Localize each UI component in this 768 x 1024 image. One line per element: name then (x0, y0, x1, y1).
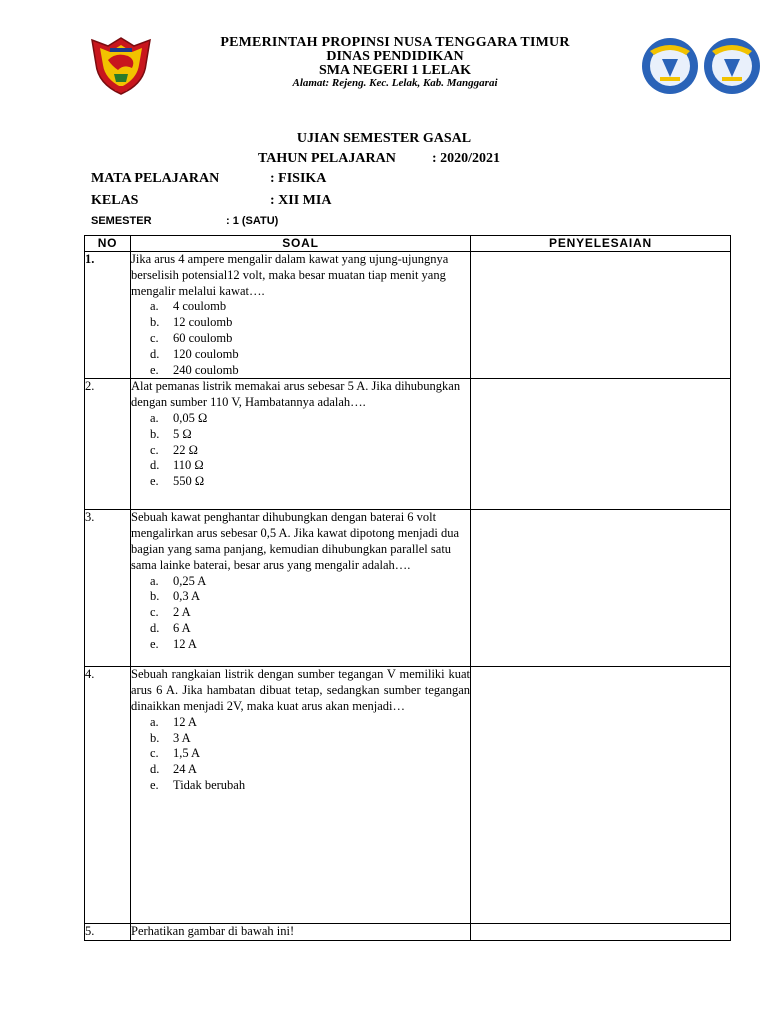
option-item (150, 347, 470, 363)
header-soal: SOAL (131, 236, 471, 252)
option-text: 0,25 A (173, 573, 207, 588)
question-text: Alat pemanas listrik memakai arus sebesar 5 A. Jika dihubungkan dengan sumber 110 V, Hambatannya adalah…. (131, 379, 461, 410)
header-line-1: PEMERINTAH PROPINSI NUSA TENGGARA TIMUR (220, 35, 570, 50)
header-line-2: DINAS PENDIDIKAN (326, 49, 464, 64)
answer-cell[interactable] (471, 667, 731, 924)
question-text: Perhatikan gambar di bawah ini! (131, 924, 295, 939)
option-letter: e. (150, 474, 159, 489)
header-line-3: SMA NEGERI 1 LELAK (318, 63, 472, 78)
option-item (150, 363, 470, 379)
option-item (150, 574, 470, 590)
option-letter: a. (150, 410, 159, 425)
option-list (131, 715, 470, 794)
option-letter: b. (150, 730, 160, 745)
year-value: : 2020/2021 (432, 151, 501, 166)
option-text: 5 Ω (173, 426, 192, 441)
option-item (150, 605, 470, 621)
option-item (150, 621, 470, 637)
table-row (85, 379, 731, 510)
question-number: 3. (85, 510, 131, 667)
option-item (150, 299, 470, 315)
option-text: 12 coulomb (173, 315, 233, 330)
option-letter: d. (150, 620, 160, 635)
class-label: KELAS (91, 193, 139, 208)
option-list (131, 299, 470, 378)
question-table (84, 235, 731, 941)
option-item (150, 762, 470, 778)
question-text: Sebuah rangkaian listrik dengan sumber tegangan V memiliki kuat arus 6 A. Jika hambatan dibuat tetap, sedangkan sumber tegangan dinaikkan menjadi 2V, maka kuat arus akan menjadi… (131, 667, 470, 713)
question-cell (131, 924, 471, 941)
option-letter: d. (150, 762, 160, 777)
option-list (131, 411, 470, 490)
option-item (150, 589, 470, 605)
year-label: TAHUN PELAJARAN (258, 151, 396, 166)
option-item (150, 715, 470, 731)
exam-title: UJIAN SEMESTER GASAL (296, 131, 472, 146)
answer-cell[interactable] (471, 924, 731, 941)
option-item (150, 778, 470, 794)
option-text: 4 coulomb (173, 299, 227, 314)
option-letter: e. (150, 362, 159, 377)
option-list (131, 574, 470, 653)
option-item (150, 746, 470, 762)
option-letter: c. (150, 330, 159, 345)
answer-cell[interactable] (471, 379, 731, 510)
option-letter: d. (150, 346, 160, 361)
option-item (150, 411, 470, 427)
answer-cell[interactable] (471, 510, 731, 667)
option-text: 110 Ω (173, 458, 204, 473)
option-item (150, 731, 470, 747)
question-cell (131, 379, 471, 510)
header-penyelesaian: PENYELESAIAN (471, 236, 731, 252)
option-text: 0,05 Ω (173, 410, 208, 425)
option-letter: b. (150, 315, 160, 330)
semester-value: : 1 (SATU) (226, 215, 279, 227)
question-number: 2. (85, 379, 131, 510)
option-item (150, 474, 470, 490)
option-item (150, 427, 470, 443)
option-text: 240 coulomb (173, 362, 239, 377)
option-letter: c. (150, 442, 159, 457)
option-text: Tidak berubah (173, 777, 246, 792)
option-letter: e. (150, 636, 159, 651)
option-text: 12 A (173, 714, 197, 729)
option-text: 1,5 A (173, 746, 201, 761)
option-text: 3 A (173, 730, 191, 745)
option-letter: c. (150, 605, 159, 620)
option-letter: c. (150, 746, 159, 761)
table-row (85, 252, 731, 379)
option-letter: b. (150, 589, 160, 604)
option-letter: e. (150, 777, 159, 792)
tut-wuri-handayani-logos-icon (638, 37, 766, 95)
option-item (150, 458, 470, 474)
option-text: 0,3 A (173, 589, 201, 604)
provincial-emblem-icon (88, 34, 154, 96)
option-item (150, 637, 470, 653)
table-row (85, 510, 731, 667)
option-text: 24 A (173, 762, 197, 777)
header-address: Alamat: Rejeng. Kec. Lelak, Kab. Manggarai (292, 77, 498, 89)
option-item (150, 331, 470, 347)
option-item (150, 315, 470, 331)
question-number: 1. (85, 252, 131, 379)
option-text: 2 A (173, 605, 191, 620)
question-text: Sebuah kawat penghantar dihubungkan dengan baterai 6 volt mengalirkan arus sebesar 0,5 A. Jika kawat dipotong menjadi dua bagian yang sama panjang, kemudian dihubungkan parallel satu sama lainke baterai, besar arus yang mengalir adalah…. (131, 510, 460, 572)
question-cell (131, 510, 471, 667)
option-text: 550 Ω (173, 474, 205, 489)
option-letter: b. (150, 426, 160, 441)
option-letter: a. (150, 714, 159, 729)
subject-label: MATA PELAJARAN (91, 171, 220, 186)
subject-value: : FISIKA (270, 171, 327, 186)
question-number: 4. (85, 667, 131, 924)
class-value: : XII MIA (270, 193, 332, 208)
table-row (85, 667, 731, 924)
option-letter: d. (150, 458, 160, 473)
option-letter: a. (150, 299, 159, 314)
option-text: 120 coulomb (173, 346, 239, 361)
option-letter: a. (150, 573, 159, 588)
header-no: NO (85, 236, 131, 252)
question-cell (131, 252, 471, 379)
option-text: 6 A (173, 620, 191, 635)
option-text: 12 A (173, 636, 197, 651)
semester-label: SEMESTER (91, 215, 152, 227)
question-cell (131, 667, 471, 924)
option-item (150, 443, 470, 459)
answer-cell[interactable] (471, 252, 731, 379)
table-row (85, 924, 731, 941)
question-text: Jika arus 4 ampere mengalir dalam kawat yang ujung-ujungnya berselisih potensial12 volt, maka besar muatan tiap menit yang mengalir melalui kawat…. (131, 252, 449, 298)
question-number: 5. (85, 924, 131, 941)
option-text: 60 coulomb (173, 330, 233, 345)
option-text: 22 Ω (173, 442, 198, 457)
